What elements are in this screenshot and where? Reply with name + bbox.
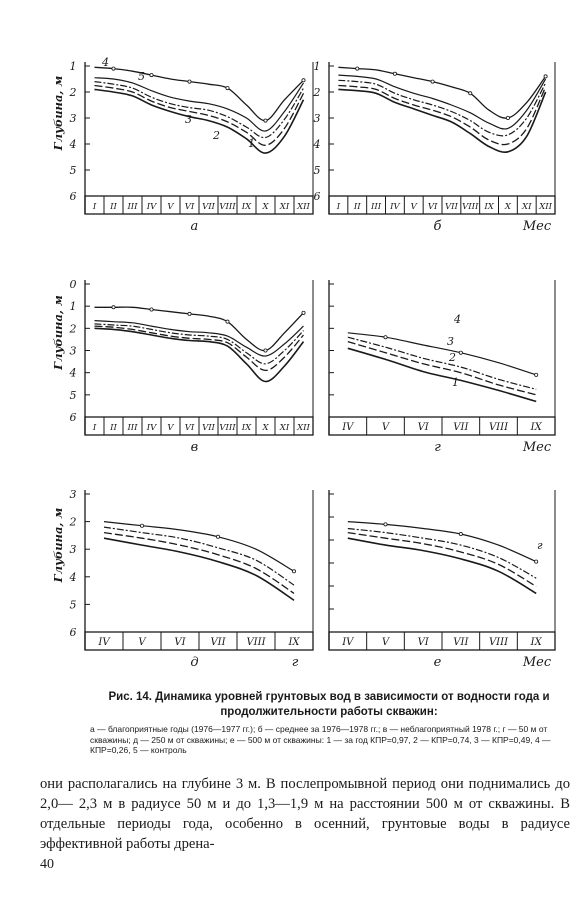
data-point bbox=[150, 308, 153, 311]
series-line bbox=[95, 324, 304, 364]
x-tick-label: IX bbox=[484, 202, 494, 212]
panel-label: г bbox=[434, 440, 441, 455]
data-point bbox=[535, 373, 538, 376]
data-point bbox=[544, 75, 547, 78]
y-axis-title: Глубина, м bbox=[51, 295, 65, 370]
data-point bbox=[264, 119, 267, 122]
chart-panel bbox=[51, 278, 313, 455]
series-line bbox=[95, 326, 304, 370]
y-tick-label: 5 bbox=[313, 164, 321, 177]
y-tick-label: 4 bbox=[69, 366, 77, 380]
data-point bbox=[140, 524, 143, 527]
x-tick-label: IV bbox=[342, 637, 354, 648]
x-tick-label: IV bbox=[98, 637, 110, 648]
x-tick-label: III bbox=[127, 423, 138, 433]
curve-label: 4 bbox=[454, 313, 461, 326]
chart-panel bbox=[329, 490, 555, 670]
series-line bbox=[348, 348, 536, 401]
y-tick-label: 4 bbox=[313, 138, 321, 151]
data-point bbox=[431, 80, 434, 83]
x-axis-title: Мес bbox=[522, 655, 552, 670]
data-point bbox=[469, 92, 472, 95]
series-line bbox=[104, 533, 294, 594]
x-tick-label: VII bbox=[453, 422, 469, 433]
x-tick-label: IX bbox=[241, 423, 252, 433]
series-line bbox=[348, 342, 536, 395]
x-tick-label: II bbox=[110, 202, 117, 212]
curve-label: 2 bbox=[213, 129, 220, 142]
series-line bbox=[104, 538, 294, 600]
x-tick-label: V bbox=[167, 202, 174, 212]
y-tick-label: 3 bbox=[69, 112, 77, 125]
series-line bbox=[104, 522, 294, 572]
panel-label: а bbox=[190, 219, 199, 234]
curve-label: 3 bbox=[447, 335, 454, 348]
x-tick-label: X bbox=[262, 202, 269, 212]
series-line bbox=[348, 333, 536, 375]
chart-panel bbox=[51, 488, 313, 670]
panel-label: б bbox=[433, 219, 442, 234]
y-tick-label: 6 bbox=[69, 190, 77, 203]
y-tick-label: 6 bbox=[313, 190, 321, 203]
x-tick-label: V bbox=[410, 202, 417, 212]
data-point bbox=[292, 570, 295, 573]
x-tick-label: X bbox=[262, 423, 269, 433]
curve-label: 1 bbox=[452, 376, 459, 389]
figure-caption bbox=[90, 690, 568, 756]
data-point bbox=[356, 67, 359, 70]
series-line bbox=[348, 529, 536, 579]
x-tick-label: III bbox=[127, 202, 138, 212]
x-tick-label: VIII bbox=[488, 422, 509, 433]
x-tick-label: XII bbox=[539, 202, 552, 212]
caption-legend: а — благоприятные годы (1976—1977 гг.); б — среднее за 1976—1978 гг.; в — неблагоприятный 1978 г.; г — 50 м от скважины; д — 250 м от скважины; е — 500 м от скважины: 1 — за год КПР=0,97, 2 — КПР=0,74, 3 — КПР=0,49, 4 — КПР=0,26, 5 — контроль bbox=[90, 724, 551, 755]
curve-label: 5 bbox=[138, 70, 145, 83]
panel-label: в bbox=[190, 440, 199, 455]
data-point bbox=[226, 320, 229, 323]
y-tick-label: 3 bbox=[69, 543, 77, 557]
curve-label: г bbox=[537, 539, 543, 552]
data-point bbox=[188, 312, 191, 315]
curve-label: 3 bbox=[185, 113, 192, 126]
body-paragraph: они располагались на глубине 3 м. В послепромывной период они поднимались до 2,0— 2,3 м в радиусе 50 м и до 1,3—1,9 м на расстоянии 500 м от скважины. В отдельные периоды года, особенно в осенний, грунтовые воды в радиусе эффективной работы дрена- bbox=[40, 776, 570, 852]
x-axis-title: Мес bbox=[522, 440, 552, 455]
x-tick-label: I bbox=[92, 202, 97, 212]
data-point bbox=[459, 532, 462, 535]
x-tick-label: IX bbox=[530, 637, 542, 648]
y-tick-label: 1 bbox=[69, 60, 77, 73]
x-tick-label: X bbox=[504, 202, 511, 212]
y-tick-label: 6 bbox=[69, 626, 77, 639]
x-tick-label: VII bbox=[202, 423, 215, 433]
y-tick-label: 4 bbox=[69, 570, 77, 584]
series-line bbox=[348, 337, 536, 389]
y-tick-label: 5 bbox=[69, 388, 77, 402]
series-line bbox=[95, 307, 304, 350]
data-point bbox=[384, 336, 387, 339]
data-point bbox=[384, 523, 387, 526]
series-line bbox=[95, 82, 304, 138]
x-tick-label: VII bbox=[453, 637, 469, 648]
panel-label: е bbox=[433, 655, 442, 670]
y-tick-label: 2 bbox=[69, 86, 77, 99]
x-tick-label: V bbox=[381, 637, 390, 648]
data-point bbox=[226, 87, 229, 90]
x-tick-label: VI bbox=[184, 423, 195, 433]
y-tick-label: 5 bbox=[69, 164, 77, 177]
x-tick-label: XII bbox=[297, 423, 310, 433]
panel-label: д bbox=[190, 655, 199, 670]
y-tick-label: 5 bbox=[69, 598, 77, 612]
data-point bbox=[535, 560, 538, 563]
x-tick-label: XI bbox=[279, 423, 290, 433]
x-tick-label: V bbox=[167, 423, 174, 433]
x-tick-label: V bbox=[381, 422, 390, 433]
series-line bbox=[338, 89, 545, 152]
x-tick-label: II bbox=[353, 202, 361, 212]
data-point bbox=[264, 349, 267, 352]
page-number: 40 bbox=[40, 857, 54, 872]
x-tick-label: VIII bbox=[246, 637, 266, 648]
series-line bbox=[338, 67, 545, 118]
x-axis-title: Мес bbox=[522, 219, 552, 234]
y-tick-label: 2 bbox=[69, 322, 77, 336]
x-tick-label: XI bbox=[522, 202, 532, 212]
x-tick-label: XII bbox=[297, 202, 310, 212]
x-tick-label: XI bbox=[279, 202, 290, 212]
x-tick-label: VI bbox=[184, 202, 195, 212]
x-tick-label: VI bbox=[427, 202, 438, 212]
y-tick-label: 2 bbox=[69, 515, 77, 529]
x-tick-label: VII bbox=[202, 202, 215, 212]
x-tick-label: III bbox=[371, 202, 382, 212]
y-tick-label: 0 bbox=[69, 278, 77, 291]
y-axis-title: Глубина, м bbox=[51, 75, 65, 151]
curve-label: 1 bbox=[248, 137, 255, 150]
data-point bbox=[302, 311, 305, 314]
x-tick-label: IX bbox=[530, 422, 542, 433]
y-tick-label: 6 bbox=[69, 411, 77, 424]
y-tick-label: 3 bbox=[69, 344, 77, 358]
x-tick-label: VIII bbox=[219, 202, 236, 212]
x-tick-label: VI bbox=[174, 637, 186, 648]
series-line bbox=[95, 89, 304, 153]
x-tick-label: IV bbox=[390, 202, 400, 212]
y-tick-label: 4 bbox=[69, 138, 77, 151]
x-tick-label: VII bbox=[210, 637, 226, 648]
data-point bbox=[459, 351, 462, 354]
x-tick-label: I bbox=[92, 423, 97, 433]
chart-panel bbox=[313, 60, 556, 234]
x-tick-label: I bbox=[336, 202, 341, 212]
x-tick-label: VIII bbox=[462, 202, 479, 212]
curve-label: 2 bbox=[449, 351, 456, 364]
data-point bbox=[188, 80, 191, 83]
y-tick-label: 3 bbox=[313, 112, 321, 125]
x-tick-label: VI bbox=[417, 637, 429, 648]
x-tick-label: II bbox=[110, 423, 117, 433]
data-point bbox=[506, 116, 509, 119]
x-tick-label: VI bbox=[417, 422, 429, 433]
x-axis-title: г bbox=[291, 655, 299, 670]
data-point bbox=[112, 67, 115, 70]
x-tick-label: IX bbox=[288, 637, 300, 648]
caption-title: Рис. 14. Динамика уровней грунтовых вод в зависимости от водности года и продолжительности работы скважин: bbox=[108, 691, 550, 718]
y-tick-label: 3 bbox=[69, 488, 77, 501]
data-point bbox=[150, 74, 153, 77]
data-point bbox=[393, 72, 396, 75]
y-axis-title: Глубина, м bbox=[51, 507, 65, 583]
data-point bbox=[112, 306, 115, 309]
series-line bbox=[95, 328, 304, 381]
y-tick-label: 1 bbox=[313, 60, 321, 73]
x-tick-label: VIII bbox=[488, 637, 509, 648]
x-tick-label: V bbox=[138, 637, 146, 648]
curve-label: 4 bbox=[102, 56, 109, 69]
x-tick-label: IV bbox=[146, 423, 157, 433]
x-tick-label: IV bbox=[146, 202, 157, 212]
x-tick-label: VIII bbox=[219, 423, 236, 433]
data-point bbox=[216, 535, 219, 538]
x-tick-label: VII bbox=[444, 202, 458, 212]
x-tick-label: IV bbox=[342, 422, 354, 433]
x-tick-label: IX bbox=[241, 202, 252, 212]
data-point bbox=[302, 79, 305, 82]
chart-panel bbox=[51, 56, 313, 234]
series-line bbox=[348, 538, 536, 593]
series-line bbox=[338, 80, 545, 136]
y-tick-label: 2 bbox=[313, 86, 321, 99]
y-tick-label: 1 bbox=[69, 300, 77, 314]
chart-panel bbox=[329, 280, 555, 455]
